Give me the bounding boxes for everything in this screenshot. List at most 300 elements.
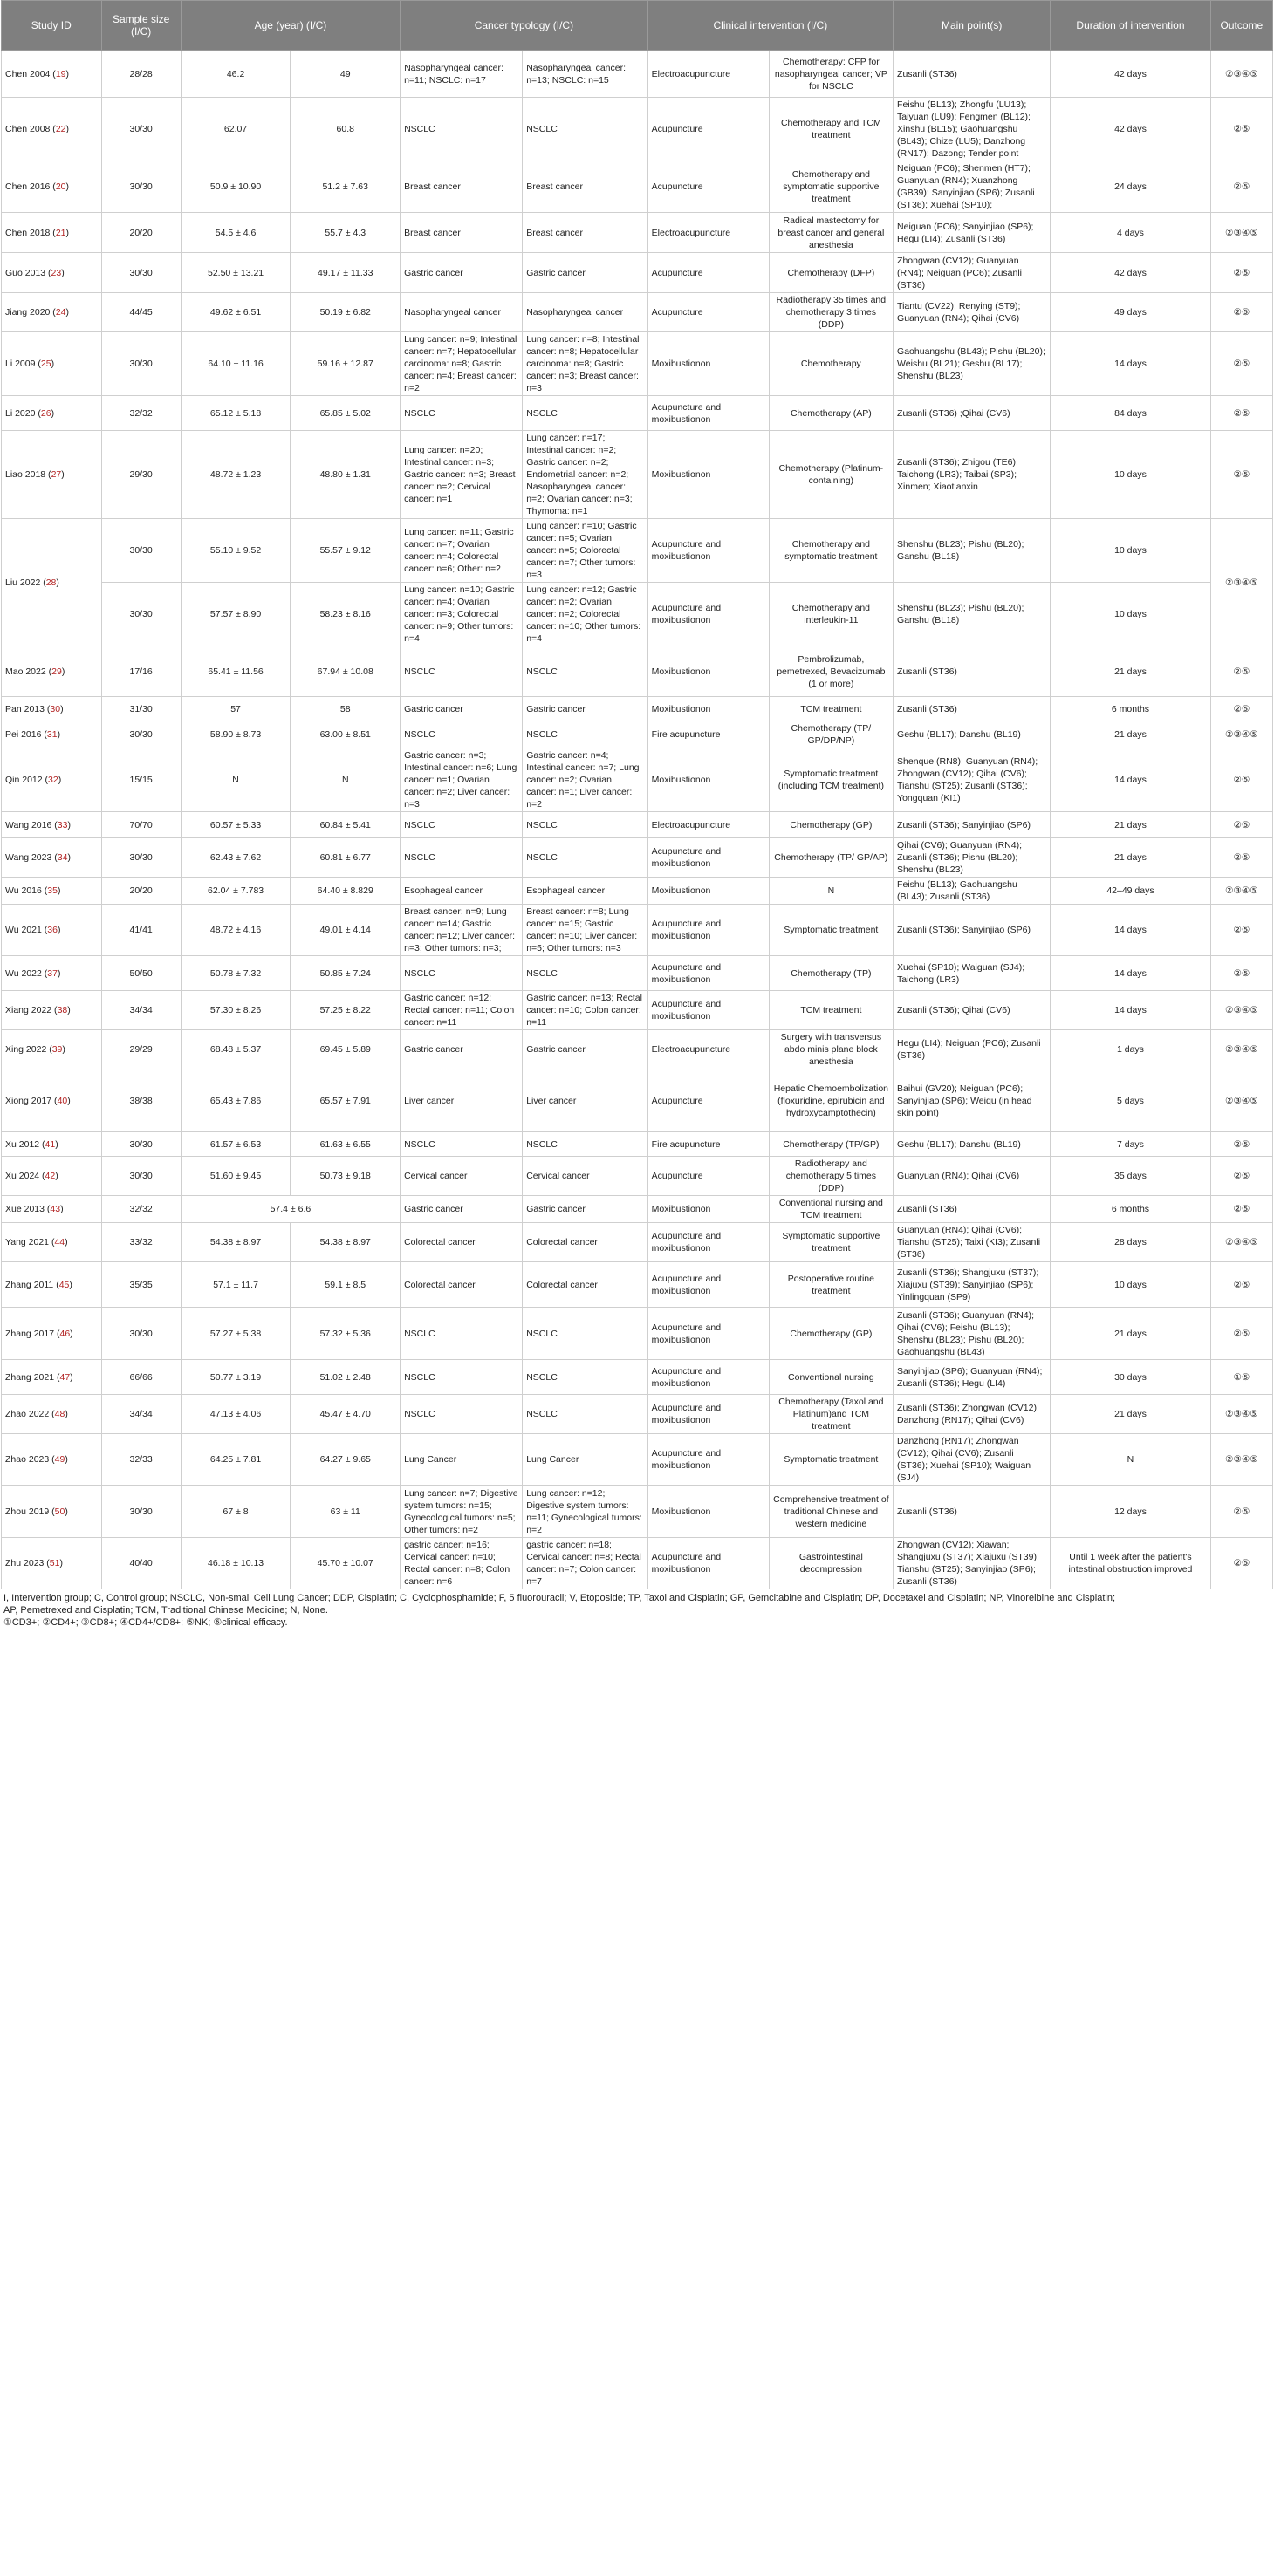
intervention-cell: Electroacupuncture bbox=[647, 1030, 769, 1069]
main-points-cell: Zusanli (ST36); Zhongwan (CV12); Danzhong (RN17); Qihai (CV6) bbox=[894, 1395, 1051, 1434]
study-id-cell: Mao 2022 (29) bbox=[2, 646, 102, 697]
duration-cell: 7 days bbox=[1051, 1132, 1211, 1157]
cancer-typology-control-cell: Gastric cancer bbox=[523, 1030, 647, 1069]
reference-link[interactable]: 38 bbox=[57, 1005, 68, 1015]
sample-size-cell: 30/30 bbox=[101, 1132, 181, 1157]
duration-cell: 10 days bbox=[1051, 519, 1211, 583]
age-control-cell: N bbox=[291, 748, 401, 812]
study-id-cell: Zhang 2017 (46) bbox=[2, 1308, 102, 1360]
reference-link[interactable]: 47 bbox=[59, 1371, 71, 1383]
study-id-cell: Xue 2013 (43) bbox=[2, 1196, 102, 1223]
outcome-cell: ②⑤ bbox=[1210, 1132, 1272, 1157]
duration-cell: 10 days bbox=[1051, 431, 1211, 519]
study-id: Wu 2021 bbox=[5, 925, 42, 935]
main-points-cell: Tiantu (CV22); Renying (ST9); Guanyuan (RN4); Qihai (CV6) bbox=[894, 293, 1051, 332]
duration-cell: 49 days bbox=[1051, 293, 1211, 332]
age-control-cell: 51.2 ± 7.63 bbox=[291, 161, 401, 213]
sample-size-cell: 30/30 bbox=[101, 332, 181, 396]
age-intervention-cell: 46.2 bbox=[181, 51, 291, 98]
study-id: Xu 2024 bbox=[5, 1171, 40, 1181]
main-points-cell: Zusanli (ST36); Shangjuxu (ST37); Xiajuxu (ST39); Sanyinjiao (SP6); Yinlingquan (SP9) bbox=[894, 1262, 1051, 1308]
cancer-typology-intervention-cell: NSCLC bbox=[401, 1395, 523, 1434]
cancer-typology-control-cell: Nasopharyngeal cancer bbox=[523, 293, 647, 332]
duration-cell: 6 months bbox=[1051, 697, 1211, 721]
age-intervention-cell: 57.30 ± 8.26 bbox=[181, 991, 291, 1030]
outcome-cell: ②③④⑤ bbox=[1210, 1434, 1272, 1486]
outcome-cell: ②⑤ bbox=[1210, 161, 1272, 213]
study-id: Wu 2022 bbox=[5, 967, 42, 979]
control-intervention-cell: TCM treatment bbox=[769, 991, 893, 1030]
reference-link[interactable]: 37 bbox=[47, 967, 58, 979]
outcome-cell: ②③④⑤ bbox=[1210, 878, 1272, 905]
age-control-cell: 55.7 ± 4.3 bbox=[291, 213, 401, 253]
study-id: Chen 2018 bbox=[5, 227, 51, 238]
duration-cell: 21 days bbox=[1051, 838, 1211, 878]
duration-cell: 35 days bbox=[1051, 1157, 1211, 1196]
control-intervention-cell: Chemotherapy and interleukin-11 bbox=[769, 583, 893, 646]
intervention-cell: Acupuncture bbox=[647, 253, 769, 293]
outcome-cell: ②③④⑤ bbox=[1210, 1030, 1272, 1069]
study-id-cell: Pan 2013 (30) bbox=[2, 697, 102, 721]
sample-size-cell: 28/28 bbox=[101, 51, 181, 98]
cancer-typology-intervention-cell: NSCLC bbox=[401, 812, 523, 838]
outcome-cell: ②⑤ bbox=[1210, 253, 1272, 293]
age-intervention-cell: 55.10 ± 9.52 bbox=[181, 519, 291, 583]
cancer-typology-intervention-cell: Liver cancer bbox=[401, 1069, 523, 1132]
reference-link[interactable]: 21 bbox=[55, 227, 66, 238]
study-id: Mao 2022 bbox=[5, 666, 46, 677]
cancer-typology-control-cell: Lung cancer: n=10; Gastric cancer: n=5; Ovarian cancer: n=5; Colorectal cancer: n=7; Other tumors: n=3 bbox=[523, 519, 647, 583]
reference-link[interactable]: 40 bbox=[57, 1095, 68, 1106]
age-intervention-cell: 50.78 ± 7.32 bbox=[181, 956, 291, 991]
cancer-typology-intervention-cell: Lung cancer: n=9; Intestinal cancer: n=7; Hepatocellular carcinoma: n=8; Gastric cancer: n=4; Breast cancer: n=2 bbox=[401, 332, 523, 396]
intervention-cell: Acupuncture and moxibustionon bbox=[647, 905, 769, 956]
main-points-cell: Neiguan (PC6); Sanyinjiao (SP6); Hegu (LI4); Zusanli (ST36) bbox=[894, 213, 1051, 253]
study-id: Zhang 2011 bbox=[5, 1279, 54, 1290]
duration-cell: 84 days bbox=[1051, 396, 1211, 431]
age-control-cell: 45.70 ± 10.07 bbox=[291, 1538, 401, 1589]
cancer-typology-intervention-cell: Lung cancer: n=10; Gastric cancer: n=4; Ovarian cancer: n=3; Colorectal cancer: n=9; Other tumors: n=4 bbox=[401, 583, 523, 646]
control-intervention-cell: Chemotherapy (TP) bbox=[769, 956, 893, 991]
study-id: Li 2020 bbox=[5, 407, 36, 419]
age-intervention-cell: 52.50 ± 13.21 bbox=[181, 253, 291, 293]
duration-cell: Until 1 week after the patient's intestinal obstruction improved bbox=[1051, 1538, 1211, 1589]
study-id-cell: Liu 2022 (28) bbox=[2, 519, 102, 646]
main-points-cell: Zhongwan (CV12); Xiawan; Shangjuxu (ST37); Xiajuxu (ST39); Tianshu (ST25); Sanyinjiao (SP6); Zusanli (ST36) bbox=[894, 1538, 1051, 1589]
table-body bbox=[2, 51, 1273, 1589]
table-row bbox=[2, 1395, 1273, 1434]
reference-link[interactable]: 43 bbox=[50, 1204, 61, 1214]
intervention-cell: Acupuncture and moxibustionon bbox=[647, 519, 769, 583]
table-row bbox=[2, 396, 1273, 431]
cancer-typology-intervention-cell: Colorectal cancer bbox=[401, 1262, 523, 1308]
outcome-cell: ②⑤ bbox=[1210, 293, 1272, 332]
main-points-cell: Zusanli (ST36); Sanyinjiao (SP6) bbox=[894, 905, 1051, 956]
reference-link[interactable]: 26 bbox=[40, 407, 51, 419]
control-intervention-cell: Conventional nursing bbox=[769, 1360, 893, 1395]
age-control-cell: 51.02 ± 2.48 bbox=[291, 1360, 401, 1395]
outcome-cell: ②⑤ bbox=[1210, 1262, 1272, 1308]
reference-link[interactable]: 25 bbox=[40, 359, 51, 369]
main-points-cell: Geshu (BL17); Danshu (BL19) bbox=[894, 721, 1051, 748]
outcome-cell: ②⑤ bbox=[1210, 956, 1272, 991]
age-intervention-cell: 65.12 ± 5.18 bbox=[181, 396, 291, 431]
cancer-typology-intervention-cell: Gastric cancer bbox=[401, 1196, 523, 1223]
age-intervention-cell: 47.13 ± 4.06 bbox=[181, 1395, 291, 1434]
main-points-cell: Zusanli (ST36) bbox=[894, 697, 1051, 721]
outcome-cell: ②⑤ bbox=[1210, 697, 1272, 721]
reference-link[interactable]: 32 bbox=[48, 775, 58, 785]
cancer-typology-intervention-cell: NSCLC bbox=[401, 646, 523, 697]
age-control-cell: 58 bbox=[291, 697, 401, 721]
cancer-typology-control-cell: Breast cancer bbox=[523, 213, 647, 253]
duration-cell: 42 days bbox=[1051, 98, 1211, 161]
cancer-typology-control-cell: Gastric cancer bbox=[523, 697, 647, 721]
duration-cell: N bbox=[1051, 1434, 1211, 1486]
duration-cell: 42–49 days bbox=[1051, 878, 1211, 905]
table-row bbox=[2, 697, 1273, 721]
duration-cell: 21 days bbox=[1051, 721, 1211, 748]
intervention-cell: Moxibustionon bbox=[647, 332, 769, 396]
reference-link[interactable]: 39 bbox=[51, 1044, 63, 1055]
cancer-typology-control-cell: NSCLC bbox=[523, 812, 647, 838]
age-intervention-cell: 57.57 ± 8.90 bbox=[181, 583, 291, 646]
table-row bbox=[2, 1262, 1273, 1308]
main-points-cell: Zusanli (ST36); Guanyuan (RN4); Qihai (CV6); Feishu (BL13); Shenshu (BL23); Pishu (BL20); Gaohuangshu (BL43) bbox=[894, 1308, 1051, 1360]
study-id-cell: Wang 2016 (33) bbox=[2, 812, 102, 838]
study-id: Xing 2022 bbox=[5, 1044, 47, 1055]
table-row bbox=[2, 646, 1273, 697]
outcome-cell: ②⑤ bbox=[1210, 905, 1272, 956]
footnote-line: I, Intervention group; C, Control group; NSCLC, Non-small Cell Lung Cancer; DDP, Cisplatin; C, Cyclophosphamide; F, 5 fluorouracil; V, Etoposide; TP, Taxol and Cisplatin; GP, Gemcitabine and Cisplatin; DP, Docetaxel and Cisplatin; NP, Vinorelbine and Cisplatin; bbox=[3, 1593, 1116, 1603]
control-intervention-cell: Chemotherapy (TP/GP) bbox=[769, 1132, 893, 1157]
age-control-cell: 58.23 ± 8.16 bbox=[291, 583, 401, 646]
study-id: Zhang 2017 bbox=[5, 1328, 55, 1339]
header-age: Age (year) (I/C) bbox=[181, 1, 400, 51]
table-row bbox=[2, 991, 1273, 1030]
reference-link[interactable]: 19 bbox=[55, 68, 66, 79]
intervention-cell: Acupuncture and moxibustionon bbox=[647, 1223, 769, 1262]
table-row bbox=[2, 1069, 1273, 1132]
age-intervention-cell: 49.62 ± 6.51 bbox=[181, 293, 291, 332]
main-points-cell: Zusanli (ST36); Qihai (CV6) bbox=[894, 991, 1051, 1030]
header-sample-size: Sample size (I/C) bbox=[101, 1, 181, 51]
reference-link[interactable]: 45 bbox=[58, 1279, 70, 1290]
age-control-cell: 59.1 ± 8.5 bbox=[291, 1262, 401, 1308]
study-id-cell: Wang 2023 (34) bbox=[2, 838, 102, 878]
reference-link[interactable]: 28 bbox=[45, 577, 57, 588]
cancer-typology-control-cell: Colorectal cancer bbox=[523, 1262, 647, 1308]
duration-cell: 14 days bbox=[1051, 991, 1211, 1030]
control-intervention-cell: Hepatic Chemoembolization (floxuridine, epirubicin and hydroxycamptothecin) bbox=[769, 1069, 893, 1132]
table-row bbox=[2, 431, 1273, 519]
study-id: Guo 2013 bbox=[5, 267, 46, 278]
cancer-typology-intervention-cell: Nasopharyngeal cancer: n=11; NSCLC: n=17 bbox=[401, 51, 523, 98]
cancer-typology-intervention-cell: Breast cancer: n=9; Lung cancer: n=14; Gastric cancer: n=12; Liver cancer: n=3; Other tumors: n=3; bbox=[401, 905, 523, 956]
study-id-cell: Xu 2024 (42) bbox=[2, 1157, 102, 1196]
age-intervention-cell: 62.04 ± 7.783 bbox=[181, 878, 291, 905]
control-intervention-cell: TCM treatment bbox=[769, 697, 893, 721]
study-id-cell: Li 2020 (26) bbox=[2, 396, 102, 431]
header-main-points: Main point(s) bbox=[894, 1, 1051, 51]
reference-link[interactable]: 29 bbox=[51, 666, 62, 677]
main-points-cell: Zusanli (ST36) ;Qihai (CV6) bbox=[894, 396, 1051, 431]
duration-cell: 42 days bbox=[1051, 253, 1211, 293]
control-intervention-cell: Radiotherapy and chemotherapy 5 times (DDP) bbox=[769, 1157, 893, 1196]
intervention-cell: Acupuncture and moxibustionon bbox=[647, 1360, 769, 1395]
main-points-cell: Xuehai (SP10); Waiguan (SJ4); Taichong (LR3) bbox=[894, 956, 1051, 991]
duration-cell: 10 days bbox=[1051, 583, 1211, 646]
outcome-cell: ②③④⑤ bbox=[1210, 519, 1272, 646]
cancer-typology-control-cell: gastric cancer: n=18; Cervical cancer: n=8; Rectal cancer: n=7; Colon cancer: n=7 bbox=[523, 1538, 647, 1589]
sample-size-cell: 30/30 bbox=[101, 721, 181, 748]
reference-link[interactable]: 46 bbox=[59, 1328, 71, 1339]
table-row bbox=[2, 1360, 1273, 1395]
cancer-typology-intervention-cell: NSCLC bbox=[401, 1132, 523, 1157]
control-intervention-cell: Symptomatic treatment (including TCM treatment) bbox=[769, 748, 893, 812]
sample-size-cell: 30/30 bbox=[101, 98, 181, 161]
reference-link[interactable]: 34 bbox=[57, 852, 68, 863]
cancer-typology-intervention-cell: NSCLC bbox=[401, 396, 523, 431]
cancer-typology-control-cell: Liver cancer bbox=[523, 1069, 647, 1132]
header-outcome: Outcome bbox=[1210, 1, 1272, 51]
intervention-cell: Electroacupuncture bbox=[647, 51, 769, 98]
sample-size-cell: 29/30 bbox=[101, 431, 181, 519]
study-id: Pei 2016 bbox=[5, 729, 42, 740]
age-intervention-cell: 54.38 ± 8.97 bbox=[181, 1223, 291, 1262]
table-row bbox=[2, 956, 1273, 991]
sample-size-cell: 40/40 bbox=[101, 1538, 181, 1589]
reference-link[interactable]: 35 bbox=[47, 885, 58, 896]
age-intervention-cell: 50.77 ± 3.19 bbox=[181, 1360, 291, 1395]
outcome-cell: ②⑤ bbox=[1210, 1538, 1272, 1589]
reference-link[interactable]: 36 bbox=[47, 925, 58, 935]
outcome-cell: ②⑤ bbox=[1210, 812, 1272, 838]
reference-link[interactable]: 31 bbox=[46, 729, 58, 740]
age-control-cell: 64.27 ± 9.65 bbox=[291, 1434, 401, 1486]
study-id: Xue 2013 bbox=[5, 1204, 45, 1214]
control-intervention-cell: Chemotherapy and symptomatic treatment bbox=[769, 519, 893, 583]
cancer-typology-control-cell: Lung Cancer bbox=[523, 1434, 647, 1486]
study-id-cell: Zhou 2019 (50) bbox=[2, 1486, 102, 1538]
outcome-cell: ②③④⑤ bbox=[1210, 213, 1272, 253]
age-control-cell: 54.38 ± 8.97 bbox=[291, 1223, 401, 1262]
age-intervention-cell: 65.43 ± 7.86 bbox=[181, 1069, 291, 1132]
study-id: Chen 2016 bbox=[5, 181, 51, 192]
duration-cell: 14 days bbox=[1051, 905, 1211, 956]
cancer-typology-control-cell: Lung cancer: n=8; Intestinal cancer: n=8; Hepatocellular carcinoma: n=8; Gastric cancer: n=3; Breast cancer: n=3 bbox=[523, 332, 647, 396]
duration-cell: 14 days bbox=[1051, 748, 1211, 812]
sample-size-cell: 70/70 bbox=[101, 812, 181, 838]
study-id-cell: Zhao 2022 (48) bbox=[2, 1395, 102, 1434]
study-id-cell: Wu 2022 (37) bbox=[2, 956, 102, 991]
outcome-cell: ②③④⑤ bbox=[1210, 51, 1272, 98]
cancer-typology-intervention-cell: NSCLC bbox=[401, 838, 523, 878]
intervention-cell: Acupuncture and moxibustionon bbox=[647, 838, 769, 878]
control-intervention-cell: Chemotherapy (Taxol and Platinum)and TCM treatment bbox=[769, 1395, 893, 1434]
reference-link[interactable]: 49 bbox=[54, 1454, 65, 1465]
reference-link[interactable]: 42 bbox=[45, 1171, 56, 1181]
sample-size-cell: 66/66 bbox=[101, 1360, 181, 1395]
control-intervention-cell: Chemotherapy: CFP for nasopharyngeal cancer; VP for NSCLC bbox=[769, 51, 893, 98]
main-points-cell: Guanyuan (RN4); Qihai (CV6) bbox=[894, 1157, 1051, 1196]
outcome-cell: ②③④⑤ bbox=[1210, 991, 1272, 1030]
header-cancer-typology: Cancer typology (I/C) bbox=[401, 1, 648, 51]
study-id-cell: Wu 2016 (35) bbox=[2, 878, 102, 905]
control-intervention-cell: Gastrointestinal decompression bbox=[769, 1538, 893, 1589]
duration-cell: 1 days bbox=[1051, 1030, 1211, 1069]
age-control-cell: 55.57 ± 9.12 bbox=[291, 519, 401, 583]
sample-size-cell: 38/38 bbox=[101, 1069, 181, 1132]
main-points-cell: Shenshu (BL23); Pishu (BL20); Ganshu (BL18) bbox=[894, 583, 1051, 646]
sample-size-cell: 32/32 bbox=[101, 396, 181, 431]
duration-cell: 4 days bbox=[1051, 213, 1211, 253]
outcome-cell: ②⑤ bbox=[1210, 1308, 1272, 1360]
study-characteristics-table bbox=[1, 0, 1273, 1589]
cancer-typology-control-cell: NSCLC bbox=[523, 396, 647, 431]
reference-link[interactable]: 48 bbox=[54, 1409, 65, 1419]
table-row bbox=[2, 1538, 1273, 1589]
cancer-typology-intervention-cell: Lung cancer: n=11; Gastric cancer: n=7; Ovarian cancer: n=4; Colorectal cancer: n=6; Other: n=2 bbox=[401, 519, 523, 583]
age-intervention-cell: 60.57 ± 5.33 bbox=[181, 812, 291, 838]
table-footnote bbox=[0, 1589, 1274, 1631]
intervention-cell: Moxibustionon bbox=[647, 431, 769, 519]
age-control-cell: 50.19 ± 6.82 bbox=[291, 293, 401, 332]
intervention-cell: Acupuncture and moxibustionon bbox=[647, 583, 769, 646]
duration-cell: 24 days bbox=[1051, 161, 1211, 213]
study-id-cell: Chen 2018 (21) bbox=[2, 213, 102, 253]
control-intervention-cell: Chemotherapy and TCM treatment bbox=[769, 98, 893, 161]
table-header-row bbox=[2, 1, 1273, 51]
outcome-cell: ②⑤ bbox=[1210, 431, 1272, 519]
main-points-cell: Guanyuan (RN4); Qihai (CV6); Tianshu (ST25); Taixi (KI3); Zusanli (ST36) bbox=[894, 1223, 1051, 1262]
cancer-typology-intervention-cell: Lung cancer: n=7; Digestive system tumors: n=15; Gynecological tumors: n=5; Other tumors: n=2 bbox=[401, 1486, 523, 1538]
cancer-typology-intervention-cell: Gastric cancer: n=3; Intestinal cancer: n=6; Lung cancer: n=1; Ovarian cancer: n=2; Liver cancer: n=3 bbox=[401, 748, 523, 812]
sample-size-cell: 35/35 bbox=[101, 1262, 181, 1308]
table-row bbox=[2, 1486, 1273, 1538]
outcome-cell: ②⑤ bbox=[1210, 396, 1272, 431]
main-points-cell: Sanyinjiao (SP6); Guanyuan (RN4); Zusanli (ST36); Hegu (LI4) bbox=[894, 1360, 1051, 1395]
cancer-typology-intervention-cell: NSCLC bbox=[401, 1308, 523, 1360]
study-id-cell: Xiong 2017 (40) bbox=[2, 1069, 102, 1132]
age-control-cell: 65.85 ± 5.02 bbox=[291, 396, 401, 431]
duration-cell: 21 days bbox=[1051, 646, 1211, 697]
cancer-typology-intervention-cell: Esophageal cancer bbox=[401, 878, 523, 905]
cancer-typology-control-cell: NSCLC bbox=[523, 98, 647, 161]
duration-cell: 42 days bbox=[1051, 51, 1211, 98]
reference-link[interactable]: 27 bbox=[51, 469, 62, 480]
table-row bbox=[2, 161, 1273, 213]
reference-link[interactable]: 44 bbox=[54, 1237, 65, 1247]
study-id-cell: Li 2009 (25) bbox=[2, 332, 102, 396]
reference-link[interactable]: 50 bbox=[54, 1506, 65, 1517]
table-row bbox=[2, 293, 1273, 332]
header-study-id: Study ID bbox=[2, 1, 102, 51]
intervention-cell: Moxibustionon bbox=[647, 1196, 769, 1223]
cancer-typology-control-cell: NSCLC bbox=[523, 646, 647, 697]
intervention-cell: Fire acupuncture bbox=[647, 721, 769, 748]
main-points-cell: Zusanli (ST36); Zhigou (TE6); Taichong (LR3); Taibai (SP3); Xinmen; Xiaotianxin bbox=[894, 431, 1051, 519]
intervention-cell: Acupuncture and moxibustionon bbox=[647, 1262, 769, 1308]
cancer-typology-intervention-cell: Breast cancer bbox=[401, 213, 523, 253]
reference-link[interactable]: 20 bbox=[55, 181, 66, 192]
study-id: Wang 2023 bbox=[5, 852, 52, 863]
intervention-cell: Acupuncture bbox=[647, 293, 769, 332]
age-control-cell: 50.85 ± 7.24 bbox=[291, 956, 401, 991]
reference-link[interactable]: 22 bbox=[55, 124, 66, 134]
sample-size-cell: 41/41 bbox=[101, 905, 181, 956]
table-row bbox=[2, 1196, 1273, 1223]
age-intervention-cell: 62.07 bbox=[181, 98, 291, 161]
reference-link[interactable]: 41 bbox=[45, 1138, 56, 1150]
reference-link[interactable]: 33 bbox=[57, 819, 68, 830]
reference-link[interactable]: 51 bbox=[49, 1558, 60, 1568]
control-intervention-cell: Radiotherapy 35 times and chemotherapy 3 times (DDP) bbox=[769, 293, 893, 332]
control-intervention-cell: Conventional nursing and TCM treatment bbox=[769, 1196, 893, 1223]
cancer-typology-intervention-cell: Breast cancer bbox=[401, 161, 523, 213]
control-intervention-cell: Comprehensive treatment of traditional Chinese and western medicine bbox=[769, 1486, 893, 1538]
intervention-cell: Acupuncture bbox=[647, 1069, 769, 1132]
cancer-typology-intervention-cell: Cervical cancer bbox=[401, 1157, 523, 1196]
intervention-cell: Acupuncture and moxibustionon bbox=[647, 1395, 769, 1434]
study-id-cell: Jiang 2020 (24) bbox=[2, 293, 102, 332]
main-points-cell: Baihui (GV20); Neiguan (PC6); Sanyinjiao (SP6); Weiqu (in head skin point) bbox=[894, 1069, 1051, 1132]
main-points-cell: Zusanli (ST36) bbox=[894, 1486, 1051, 1538]
intervention-cell: Moxibustionon bbox=[647, 646, 769, 697]
cancer-typology-control-cell: NSCLC bbox=[523, 1360, 647, 1395]
reference-link[interactable]: 30 bbox=[50, 703, 61, 714]
main-points-cell: Geshu (BL17); Danshu (BL19) bbox=[894, 1132, 1051, 1157]
reference-link[interactable]: 24 bbox=[55, 307, 66, 318]
intervention-cell: Fire acupuncture bbox=[647, 1132, 769, 1157]
sample-size-cell: 34/34 bbox=[101, 1395, 181, 1434]
cancer-typology-intervention-cell: Gastric cancer: n=12; Rectal cancer: n=11; Colon cancer: n=11 bbox=[401, 991, 523, 1030]
cancer-typology-control-cell: Gastric cancer bbox=[523, 1196, 647, 1223]
cancer-typology-intervention-cell: Lung Cancer bbox=[401, 1434, 523, 1486]
cancer-typology-control-cell: NSCLC bbox=[523, 1308, 647, 1360]
control-intervention-cell: N bbox=[769, 878, 893, 905]
table-row bbox=[2, 1030, 1273, 1069]
table-row bbox=[2, 1308, 1273, 1360]
intervention-cell: Moxibustionon bbox=[647, 748, 769, 812]
sample-size-cell: 30/30 bbox=[101, 161, 181, 213]
age-intervention-cell: 65.41 ± 11.56 bbox=[181, 646, 291, 697]
cancer-typology-intervention-cell: NSCLC bbox=[401, 956, 523, 991]
study-id-cell: Guo 2013 (23) bbox=[2, 253, 102, 293]
control-intervention-cell: Chemotherapy (TP/ GP/DP/NP) bbox=[769, 721, 893, 748]
age-intervention-cell: 46.18 ± 10.13 bbox=[181, 1538, 291, 1589]
age-intervention-cell: N bbox=[181, 748, 291, 812]
cancer-typology-intervention-cell: Gastric cancer bbox=[401, 1030, 523, 1069]
main-points-cell: Shenshu (BL23); Pishu (BL20); Ganshu (BL18) bbox=[894, 519, 1051, 583]
control-intervention-cell: Symptomatic supportive treatment bbox=[769, 1223, 893, 1262]
duration-cell: 10 days bbox=[1051, 1262, 1211, 1308]
cancer-typology-control-cell: Nasopharyngeal cancer: n=13; NSCLC: n=15 bbox=[523, 51, 647, 98]
table-row bbox=[2, 1157, 1273, 1196]
age-control-cell: 57.32 ± 5.36 bbox=[291, 1308, 401, 1360]
age-control-cell: 63 ± 11 bbox=[291, 1486, 401, 1538]
main-points-cell: Danzhong (RN17); Zhongwan (CV12); Qihai (CV6); Zusanli (ST36); Xuehai (SP10); Waiguan (SJ4) bbox=[894, 1434, 1051, 1486]
reference-link[interactable]: 23 bbox=[51, 267, 62, 278]
cancer-typology-control-cell: Breast cancer: n=8; Lung cancer: n=15; Gastric cancer: n=10; Liver cancer: n=5; Other tumors: n=3 bbox=[523, 905, 647, 956]
age-control-cell: 60.8 bbox=[291, 98, 401, 161]
study-id-cell: Zhang 2021 (47) bbox=[2, 1360, 102, 1395]
age-intervention-cell: 58.90 ± 8.73 bbox=[181, 721, 291, 748]
cancer-typology-control-cell: Gastric cancer bbox=[523, 253, 647, 293]
cancer-typology-intervention-cell: Colorectal cancer bbox=[401, 1223, 523, 1262]
age-intervention-cell: 61.57 ± 6.53 bbox=[181, 1132, 291, 1157]
study-id: Liu 2022 bbox=[5, 577, 41, 588]
